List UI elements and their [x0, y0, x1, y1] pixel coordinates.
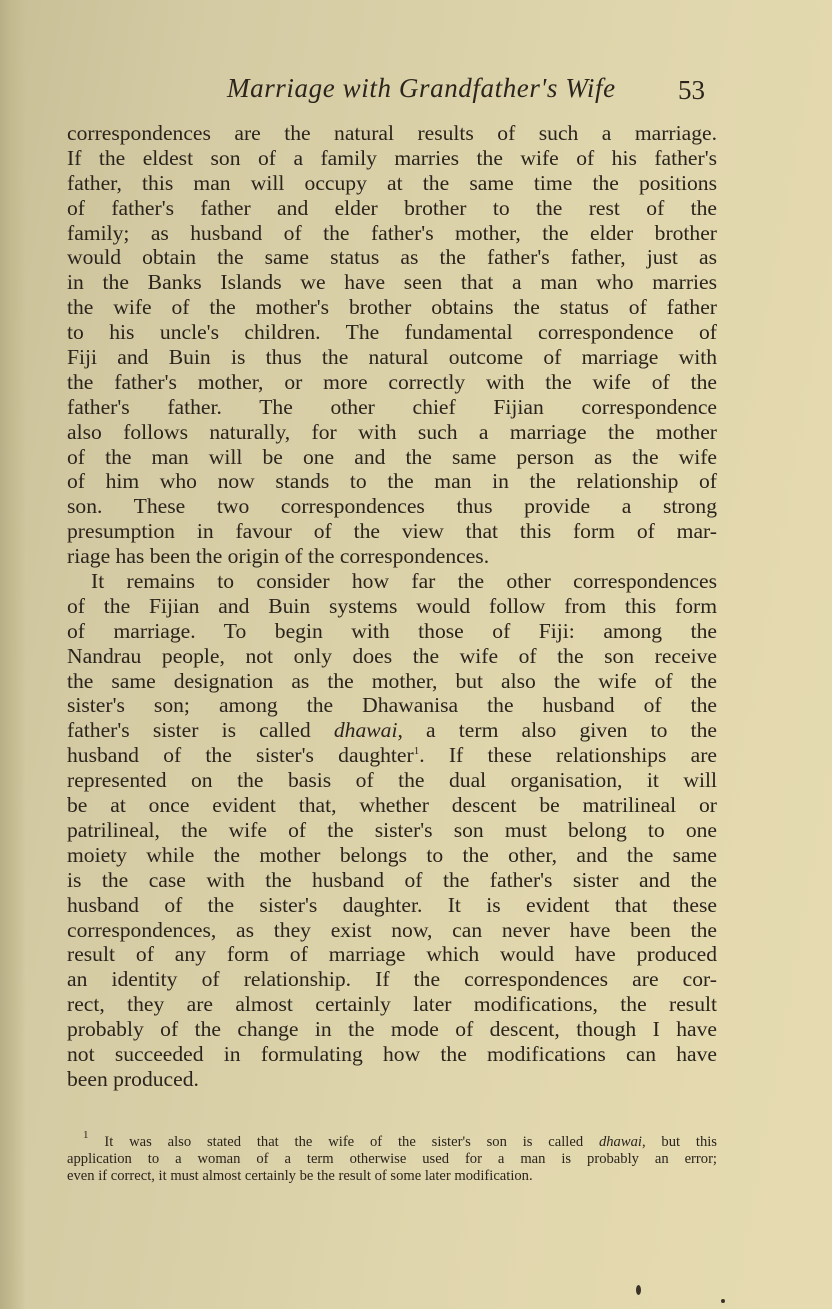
italic-term: dhawai: [598, 1134, 642, 1150]
page-number: 53: [678, 75, 705, 105]
text-fragment: . If these relationships are: [419, 743, 717, 768]
ink-speck: [636, 1285, 641, 1295]
text-line: of father's father and elder brother to the rest of the: [67, 195, 717, 220]
text-line: moiety while the mother belongs to the other, and the same: [67, 842, 717, 867]
footnote: [67, 1129, 717, 1185]
footnote-line: application to a woman of a term otherwise used for a man is probably an error;: [67, 1151, 717, 1167]
text-line: correspondences, as they exist now, can never have been the: [67, 917, 717, 942]
text-line: If the eldest son of a family marries the wife of his father's: [67, 145, 717, 170]
text-line: result of any form of marriage which would have produced: [67, 942, 717, 967]
running-head: [67, 73, 717, 113]
body-text: [67, 121, 717, 1092]
text-line: sister's son; among the Dhawanisa the husband of the: [67, 693, 717, 718]
footnote-line: even if correct, it must almost certainly be the result of some later modification.: [67, 1168, 533, 1184]
text-line: correspondences are the natural results of such a marriage.: [67, 121, 717, 145]
text-line: of the man will be one and the same person as the wife: [67, 444, 717, 469]
text-line: husband of the sister's daughter. It is evident that these: [67, 892, 717, 917]
text-fragment: husband of the sister's daughter: [67, 743, 414, 768]
text-line: father, this man will occupy at the same time the positions: [67, 170, 717, 195]
paragraph-1: [67, 121, 717, 569]
paragraph-2: [67, 569, 717, 1092]
text-line: the father's mother, or more correctly with the wife of the: [67, 369, 717, 394]
text-line: It remains to consider how far the other correspondences: [91, 569, 717, 594]
text-line-with-footnote-ref: [67, 743, 717, 768]
text-line: been produced.: [67, 1066, 199, 1091]
text-fragment: , but this: [641, 1134, 717, 1150]
page-edge-shadow: [0, 0, 26, 1309]
ink-speck: [721, 1299, 725, 1303]
text-line: Nandrau people, not only does the wife of the son receive: [67, 643, 717, 668]
text-line: the wife of the mother's brother obtains the status of father: [67, 295, 717, 320]
text-line: father's father. The other chief Fijian correspondence: [67, 394, 717, 419]
text-line: family; as husband of the father's mother, the elder brother: [67, 220, 717, 245]
text-line: in the Banks Islands we have seen that a man who marries: [67, 270, 717, 295]
text-line: of him who now stands to the man in the relationship of: [67, 469, 717, 494]
text-line: the same designation as the mother, but also the wife of the: [67, 668, 717, 693]
text-line: an identity of relationship. If the correspondences are cor-: [67, 967, 717, 992]
text-line: be at once evident that, whether descent be matrilineal or: [67, 793, 717, 818]
text-line: of the Fijian and Buin systems would follow from this form: [67, 593, 717, 618]
text-line: also follows naturally, for with such a marriage the mother: [67, 419, 717, 444]
text-line: not succeeded in formulating how the modifications can have: [67, 1041, 717, 1066]
text-line: patrilineal, the wife of the sister's son must belong to one: [67, 817, 717, 842]
text-line: riage has been the origin of the correspondences.: [67, 544, 490, 569]
text-fragment: father's sister is called: [67, 718, 334, 743]
text-line: presumption in favour of the view that this form of mar-: [67, 519, 717, 544]
text-line: represented on the basis of the dual organisation, it will: [67, 768, 717, 793]
text-line: to his uncle's children. The fundamental correspondence of: [67, 320, 717, 345]
italic-term: dhawai: [333, 718, 398, 743]
footnote-marker: 1: [83, 1129, 89, 1141]
footnote-line: [67, 1129, 717, 1151]
text-line: Fiji and Buin is thus the natural outcome of marriage with: [67, 345, 717, 370]
text-line-with-italic-term: [67, 718, 717, 743]
text-line: of marriage. To begin with those of Fiji: among the: [67, 618, 717, 643]
text-line: rect, they are almost certainly later modifications, the result: [67, 992, 717, 1017]
text-line: is the case with the husband of the father's sister and the: [67, 867, 717, 892]
text-line: probably of the change in the mode of descent, though I have: [67, 1017, 717, 1042]
text-fragment: , a term also given to the: [397, 718, 717, 743]
text-line: would obtain the same status as the father's father, just as: [67, 245, 717, 270]
running-title: Marriage with Grandfather's Wife: [227, 73, 616, 103]
text-fragment: It was also stated that the wife of the sister's son is called: [88, 1134, 599, 1150]
footnote-reference[interactable]: 1: [413, 745, 420, 758]
text-line: son. These two correspondences thus provide a strong: [67, 494, 717, 519]
